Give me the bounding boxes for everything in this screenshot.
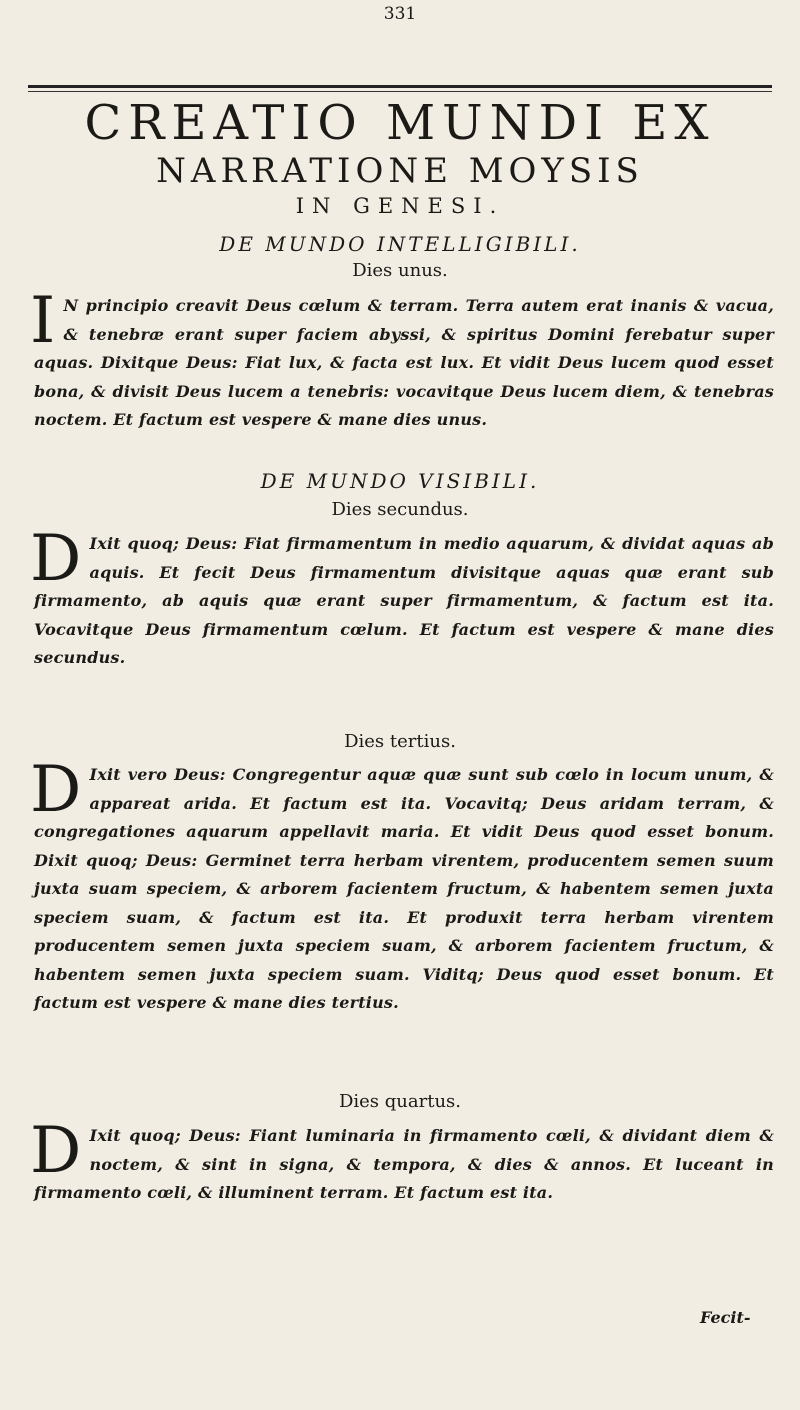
section-heading-visible: DE MUNDO VISIBILI. — [260, 469, 540, 493]
title-line-3: IN GENESI. — [295, 194, 505, 218]
paragraph-text: N principio creavit Deus cœlum & terram. Terra autem erat inanis & vacua, & tenebræ erant super faciem abyssi, & spiritus Domini ferebatur super aquas. Dixitque Deus: Fiat lux, & facta est lux. Et vidit Deus lucem quod esset bona, & divisit Deus lucem a tenebris: vocavitque Deus lucem diem, & tenebras noctem. Et factum est vespere & mane dies unus. — [34, 296, 774, 429]
paragraph-text: Ixit vero Deus: Congregentur aquæ quæ sunt sub cœlo in locum unum, & appareat arida. Et factum est ita. Vocavitq; Deus aridam terram, & congregationes aquarum appellavit maria. Et vidit Deus quod esset bonum. Dixit quoq; Deus: Germinet terra herbam virentem, producentem semen suum juxta suam speciem, & arborem facientem fructum, & habentem semen juxta speciem suam, & factum est ita. Et produxit terra herbam virentem producentem semen juxta speciem suam, & arborem facientem fructum, & habentem semen juxta speciem suam. Viditq; Deus quod esset bonum. Et factum est vespere & mane dies tertius. — [34, 765, 774, 1012]
paragraph-text: Ixit quoq; Deus: Fiat firmamentum in medio aquarum, & dividat aquas ab aquis. Et fecit Deus firmamentum divisitque aquas quæ erant sub firmamento, ab aquis quæ erant super firmamentum, & factum est ita. Vocavitque Deus firmamentum cœlum. Et factum est vespere & mane dies secundus. — [34, 534, 774, 667]
title-line-2: NARRATIONE MOYSIS — [156, 151, 644, 191]
paragraph-day-3 — [30, 753, 774, 1018]
drop-cap: D — [30, 753, 82, 827]
section-heading-intelligible: DE MUNDO INTELLIGIBILI. — [219, 232, 581, 256]
drop-cap: I — [30, 284, 56, 358]
drop-cap: D — [30, 1114, 82, 1188]
page-number: 331 — [383, 4, 417, 24]
day-heading-2: Dies secundus. — [331, 499, 469, 520]
title-line-1: CREATIO MUNDI EX — [84, 95, 716, 151]
paragraph-text: Ixit quoq; Deus: Fiant luminaria in firmamento cœli, & dividant diem & noctem, & sint in signa, & tempora, & dies & annos. Et luceant in firmamento cœli, & illuminent terram. Et factum est ita. — [34, 1126, 774, 1202]
paragraph-day-4 — [30, 1114, 774, 1208]
top-rule-thin — [28, 91, 772, 92]
day-heading-3: Dies tertius. — [344, 731, 456, 752]
catchword: Fecit- — [700, 1308, 751, 1327]
paragraph-day-2 — [30, 522, 774, 673]
top-rule — [28, 85, 772, 88]
paragraph-day-1 — [30, 284, 774, 435]
drop-cap: D — [30, 522, 82, 596]
day-heading-4: Dies quartus. — [338, 1091, 462, 1112]
day-heading-1: Dies unus. — [352, 260, 448, 281]
